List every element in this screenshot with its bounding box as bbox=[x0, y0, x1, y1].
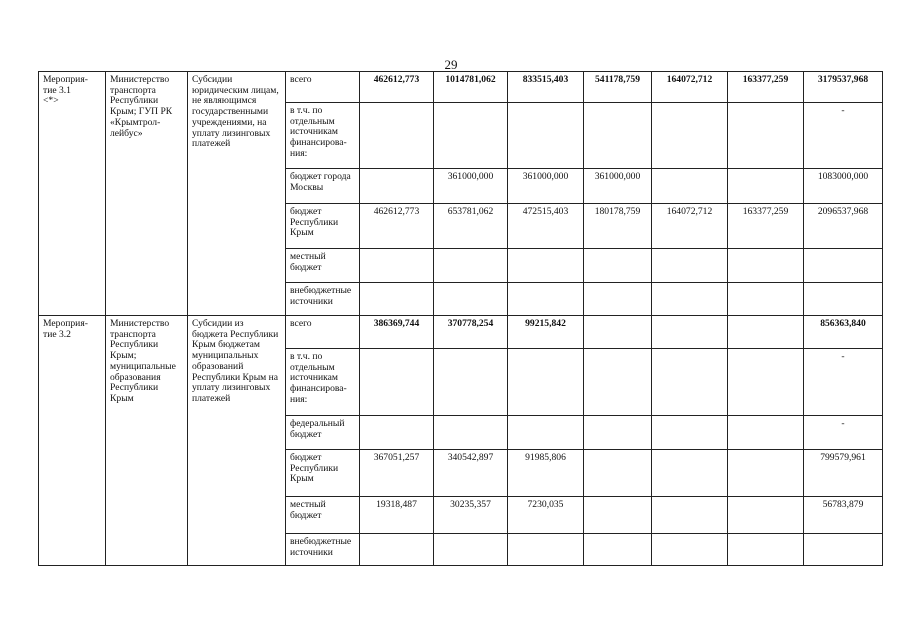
value-cell: 1014781,062 bbox=[434, 72, 508, 103]
source-cell: федеральный бюджет bbox=[286, 416, 360, 450]
value-cell bbox=[508, 534, 584, 566]
value-cell bbox=[360, 103, 434, 169]
value-cell: 30235,357 bbox=[434, 497, 508, 534]
value-cell bbox=[584, 416, 652, 450]
table-row bbox=[39, 316, 883, 349]
value-cell bbox=[728, 103, 804, 169]
measure-name-cell: Мероприя- тие 3.2 bbox=[39, 316, 106, 566]
value-cell bbox=[584, 349, 652, 416]
total-cell bbox=[804, 249, 883, 283]
executor-cell: Министерство транспорта Республики Крым; ГУП РК «Крымтрол-лейбус» bbox=[106, 72, 188, 316]
source-cell: бюджет города Москвы bbox=[286, 169, 360, 204]
source-cell: в т.ч. по отдельным источникам финансирова-ния: bbox=[286, 349, 360, 416]
value-cell bbox=[584, 450, 652, 497]
executor-cell: Министерство транспорта Республики Крым; муниципальные образования Республики Крым bbox=[106, 316, 188, 566]
value-cell bbox=[584, 103, 652, 169]
total-cell: 799579,961 bbox=[804, 450, 883, 497]
source-cell: в т.ч. по отдельным источникам финансирова-ния: bbox=[286, 103, 360, 169]
value-cell bbox=[434, 103, 508, 169]
total-cell: - bbox=[804, 349, 883, 416]
value-cell bbox=[652, 283, 728, 316]
total-cell bbox=[804, 534, 883, 566]
source-cell: бюджет Республики Крым bbox=[286, 450, 360, 497]
value-cell: 833515,403 bbox=[508, 72, 584, 103]
value-cell bbox=[584, 249, 652, 283]
value-cell bbox=[360, 169, 434, 204]
value-cell: 163377,259 bbox=[728, 204, 804, 249]
value-cell bbox=[728, 316, 804, 349]
total-cell: 1083000,000 bbox=[804, 169, 883, 204]
source-cell: бюджет Республики Крым bbox=[286, 204, 360, 249]
value-cell bbox=[508, 349, 584, 416]
value-cell bbox=[728, 349, 804, 416]
value-cell bbox=[360, 249, 434, 283]
value-cell: 653781,062 bbox=[434, 204, 508, 249]
value-cell: 19318,487 bbox=[360, 497, 434, 534]
value-cell bbox=[434, 416, 508, 450]
total-cell: 56783,879 bbox=[804, 497, 883, 534]
value-cell bbox=[434, 534, 508, 566]
source-cell: внебюджетные источники bbox=[286, 534, 360, 566]
value-cell bbox=[652, 450, 728, 497]
value-cell bbox=[728, 283, 804, 316]
value-cell: 472515,403 bbox=[508, 204, 584, 249]
value-cell bbox=[434, 249, 508, 283]
measure-name-cell: Мероприя- тие 3.1 <*> bbox=[39, 72, 106, 316]
value-cell: 361000,000 bbox=[508, 169, 584, 204]
value-cell bbox=[652, 103, 728, 169]
value-cell: 99215,842 bbox=[508, 316, 584, 349]
page-number: 29 bbox=[444, 57, 458, 72]
total-cell: - bbox=[804, 416, 883, 450]
value-cell bbox=[360, 349, 434, 416]
value-cell bbox=[434, 283, 508, 316]
value-cell bbox=[584, 497, 652, 534]
value-cell: 164072,712 bbox=[652, 72, 728, 103]
value-cell bbox=[508, 103, 584, 169]
value-cell: 541178,759 bbox=[584, 72, 652, 103]
value-cell: 91985,806 bbox=[508, 450, 584, 497]
value-cell bbox=[434, 349, 508, 416]
value-cell: 164072,712 bbox=[652, 204, 728, 249]
value-cell bbox=[584, 534, 652, 566]
value-cell bbox=[728, 416, 804, 450]
description-cell: Субсидии из бюджета Республики Крым бюджетам муниципальных образований Республики Крым на уплату лизинговых платежей bbox=[188, 316, 286, 566]
description-cell: Субсидии юридическим лицам, не являющимся государственными учреждениями, на уплату лизинговых платежей bbox=[188, 72, 286, 316]
value-cell: 7230,035 bbox=[508, 497, 584, 534]
source-cell: местный бюджет bbox=[286, 249, 360, 283]
value-cell: 367051,257 bbox=[360, 450, 434, 497]
value-cell: 370778,254 bbox=[434, 316, 508, 349]
value-cell bbox=[652, 534, 728, 566]
total-cell: 2096537,968 bbox=[804, 204, 883, 249]
source-cell: всего bbox=[286, 72, 360, 103]
value-cell: 386369,744 bbox=[360, 316, 434, 349]
total-cell: 3179537,968 bbox=[804, 72, 883, 103]
value-cell bbox=[652, 349, 728, 416]
value-cell bbox=[508, 283, 584, 316]
total-cell bbox=[804, 283, 883, 316]
value-cell bbox=[652, 416, 728, 450]
value-cell bbox=[652, 249, 728, 283]
source-cell: всего bbox=[286, 316, 360, 349]
value-cell: 462612,773 bbox=[360, 72, 434, 103]
table-row bbox=[39, 72, 883, 103]
value-cell bbox=[360, 283, 434, 316]
value-cell bbox=[728, 450, 804, 497]
total-cell: - bbox=[804, 103, 883, 169]
value-cell bbox=[728, 497, 804, 534]
value-cell: 340542,897 bbox=[434, 450, 508, 497]
value-cell bbox=[508, 249, 584, 283]
value-cell bbox=[584, 316, 652, 349]
value-cell bbox=[360, 416, 434, 450]
funding-table bbox=[38, 71, 883, 566]
value-cell: 180178,759 bbox=[584, 204, 652, 249]
value-cell bbox=[584, 283, 652, 316]
value-cell bbox=[728, 169, 804, 204]
source-cell: внебюджетные источники bbox=[286, 283, 360, 316]
value-cell: 361000,000 bbox=[434, 169, 508, 204]
source-cell: местный бюджет bbox=[286, 497, 360, 534]
value-cell bbox=[728, 249, 804, 283]
value-cell bbox=[652, 316, 728, 349]
value-cell bbox=[508, 416, 584, 450]
value-cell bbox=[728, 534, 804, 566]
value-cell: 462612,773 bbox=[360, 204, 434, 249]
value-cell: 163377,259 bbox=[728, 72, 804, 103]
total-cell: 856363,840 bbox=[804, 316, 883, 349]
value-cell bbox=[652, 497, 728, 534]
value-cell bbox=[360, 534, 434, 566]
value-cell: 361000,000 bbox=[584, 169, 652, 204]
value-cell bbox=[652, 169, 728, 204]
